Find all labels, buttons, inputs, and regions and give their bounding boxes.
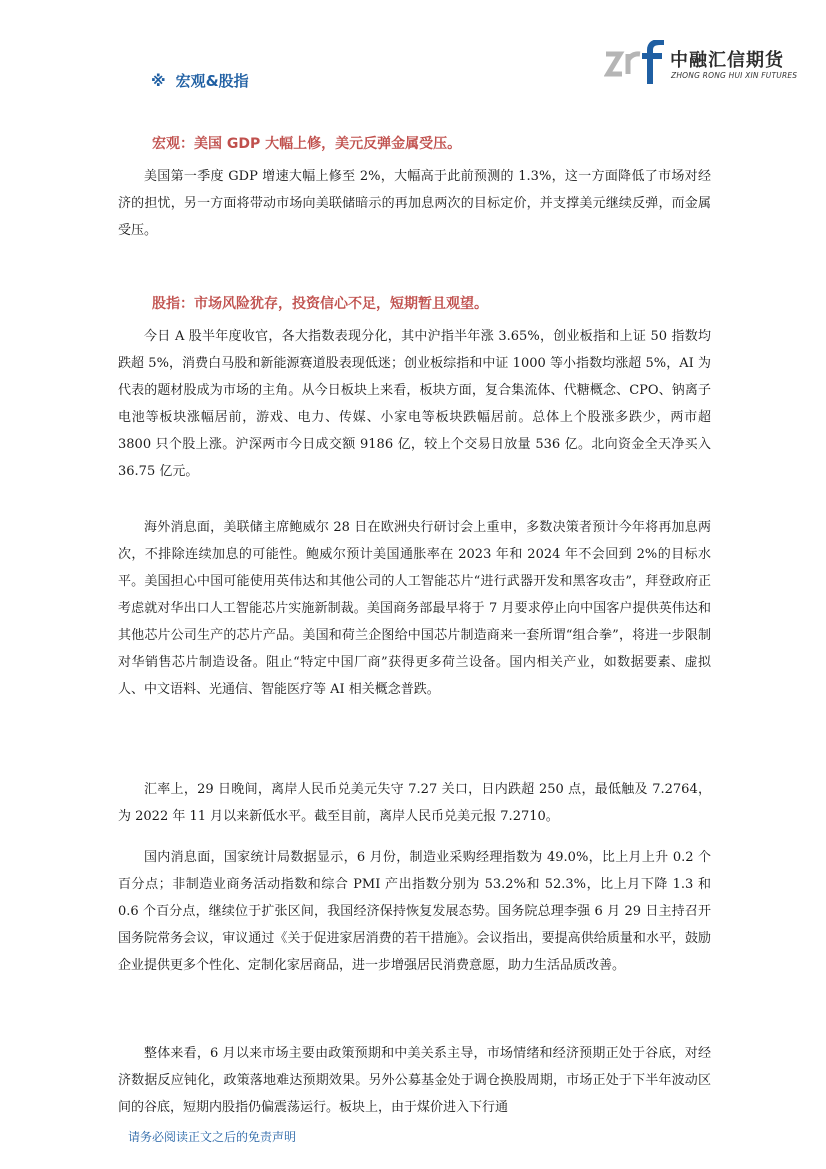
- index-paragraph-market-close: 今日 A 股半年度收官，各大指数表现分化，其中沪指半年涨 3.65%，创业板指和上证 50 指数均跌超 5%，消费白马股和新能源赛道股表现低迷；创业板综指和中证 1000 等小指数均涨超 5%，AI 为代表的题材股成为市场的主角。从今日板块上来看，板块方面，复合集流体、代糖概念、CPO、钠离子电池等板块涨幅居前，游戏、电力、传媒、小家电等板块跌幅居前。总体上个股涨多跌少，两市超 3800 只个股上涨。沪深两市今日成交额 9186 亿，较上个交易日放量 536 亿。北向资金全天净买入 36.75 亿元。: [118, 329, 711, 479]
- index-paragraph-outlook: 整体来看，6 月以来市场主要由政策预期和中美关系主导，市场情绪和经济预期正处于谷底，对经济数据反应钝化，政策落地难达预期效果。另外公募基金处于调仓换股周期，市场正处于下半年波动区间的谷底，短期内股指仍偏震荡运行。板块上，由于煤价进入下行通: [118, 1046, 711, 1115]
- section-title-text: 宏观&股指: [175, 72, 249, 90]
- macro-paragraph: 美国第一季度 GDP 增速大幅上修至 2%，大幅高于此前预测的 1.3%，这一方面降低了市场对经济的担忧，另一方面将带动市场向美联储暗示的再加息两次的目标定价，并支撑美元继续反弹，而金属受压。: [118, 169, 711, 238]
- section-title: [151, 70, 249, 91]
- logo-company-name-en: ZHONG RONG HUI XIN FUTURES: [671, 71, 798, 80]
- company-logo: [604, 40, 804, 84]
- macro-heading: 宏观：美国 GDP 大幅上修，美元反弹金属受压。: [152, 136, 462, 152]
- zrf-logo-mark-icon: [604, 40, 666, 84]
- logo-company-name-cn: 中融汇信期货: [670, 50, 784, 71]
- index-paragraph-exchange-rate: 汇率上，29 日晚间，离岸人民币兑美元失守 7.27 关口，日内跌超 250 点，最低触及 7.2764，为 2022 年 11 月以来新低水平。截至目前，离岸人民币兑美元报 7.2710。: [118, 782, 711, 824]
- index-paragraph-domestic-news: 国内消息面，国家统计局数据显示，6 月份，制造业采购经理指数为 49.0%，比上月上升 0.2 个百分点；非制造业商务活动指数和综合 PMI 产出指数分别为 53.2%和 52.3%，比上月下降 1.3 和 0.6 个百分点，继续位于扩张区间，我国经济保持恢复发展态势。国务院总理李强 6 月 29 日主持召开国务院常务会议，审议通过《关于促进家居消费的若干措施》。会议指出，要提高供给质量和水平，鼓励企业提供更多个性化、定制化家居商品，进一步增强居民消费意愿，助力生活品质改善。: [118, 850, 711, 973]
- index-heading: 股指：市场风险犹存，投资信心不足，短期暂且观望。: [152, 296, 488, 312]
- disclaimer-footer: 请务必阅读正文之后的免责声明: [128, 1128, 300, 1145]
- reference-mark-icon: ※: [151, 72, 166, 90]
- footer-area: [0, 1124, 826, 1169]
- index-paragraph-overseas-news: 海外消息面，美联储主席鲍威尔 28 日在欧洲央行研讨会上重申，多数决策者预计今年将再加息两次，不排除连续加息的可能性。鲍威尔预计美国通胀率在 2023 年和 2024 年不会回到 2%的目标水平。美国担心中国可能使用英伟达和其他公司的人工智能芯片“进行武器开发和黑客攻击”，拜登政府正考虑就对华出口人工智能芯片实施新制裁。美国商务部最早将于 7 月要求停止向中国客户提供英伟达和其他芯片公司生产的芯片产品。美国和荷兰企图给中国芯片制造商来一套所谓“组合拳”，将进一步限制对华销售芯片制造设备。阻止“特定中国厂商”获得更多荷兰设备。国内相关产业，如数据要素、虚拟人、中文语料、光通信、智能医疗等 AI 相关概念普跌。: [118, 520, 711, 697]
